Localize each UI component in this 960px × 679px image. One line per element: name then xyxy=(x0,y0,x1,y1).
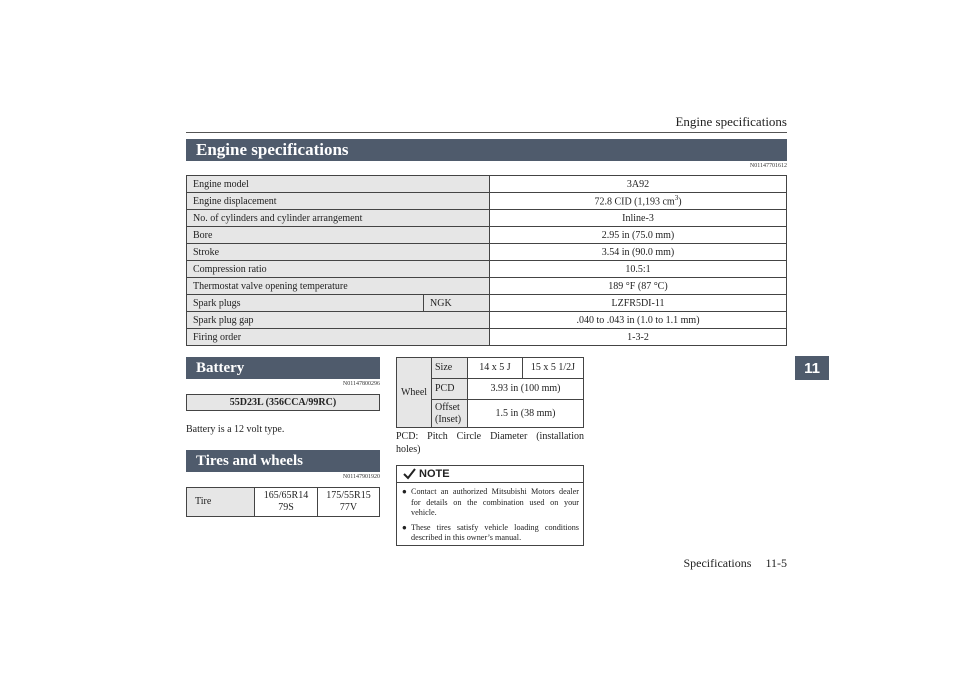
bullet-icon: ● xyxy=(402,487,407,496)
tires-section-code: N01147901920 xyxy=(342,474,380,480)
spec-label: Bore xyxy=(187,227,490,244)
wheel-spec-table xyxy=(396,357,584,428)
bullet-icon: ● xyxy=(402,522,407,532)
tire-size-cell xyxy=(255,488,318,517)
table-row xyxy=(187,312,787,329)
note-box xyxy=(396,465,584,546)
tire-load-speed: 79S xyxy=(278,502,294,513)
spec-value: LZFR5DI-11 xyxy=(490,295,787,312)
offset-label-line: (Inset) xyxy=(435,413,462,425)
offset-value: 1.5 in (38 mm) xyxy=(468,400,584,428)
spec-value: 2.95 in (75.0 mm) xyxy=(490,227,787,244)
table-row xyxy=(187,227,787,244)
spec-label: Spark plugs xyxy=(187,295,424,312)
spec-value xyxy=(490,193,787,210)
tires-section-heading: Tires and wheels xyxy=(186,450,380,472)
battery-section-code: N01147800296 xyxy=(342,381,380,387)
spec-label: Spark plug gap xyxy=(187,312,490,329)
running-header: Engine specifications xyxy=(675,114,787,129)
page-number: 11-5 xyxy=(765,556,787,570)
tire-size: 165/65R14 xyxy=(263,490,309,501)
engine-spec-table xyxy=(186,175,787,346)
spec-label: Thermostat valve opening temperature xyxy=(187,278,490,295)
footer-section: Specifications xyxy=(683,556,752,570)
tire-size-cell xyxy=(318,488,380,517)
spec-label: Compression ratio xyxy=(187,261,490,278)
spec-value: .040 to .043 in (1.0 to 1.1 mm) xyxy=(490,312,787,329)
note-title: NOTE xyxy=(419,468,450,480)
table-row xyxy=(187,210,787,227)
table-row xyxy=(397,358,584,379)
spec-value: 3A92 xyxy=(490,176,787,193)
spec-value: 189 °F (87 °C) xyxy=(490,278,787,295)
spec-value: Inline-3 xyxy=(490,210,787,227)
table-row xyxy=(187,244,787,261)
battery-description: Battery is a 12 volt type. xyxy=(186,424,285,435)
page-footer xyxy=(640,556,787,571)
engine-section-heading: Engine specifications xyxy=(186,139,787,161)
note-item xyxy=(397,523,583,544)
tire-size: 175/55R15 xyxy=(326,490,371,501)
table-row xyxy=(187,193,787,210)
spec-value: 1-3-2 xyxy=(490,329,787,346)
wheel-label: Wheel xyxy=(397,358,432,428)
offset-label xyxy=(432,400,468,428)
table-row xyxy=(187,278,787,295)
spec-label: Stroke xyxy=(187,244,490,261)
battery-model: 55D23L (356CCA/99RC) xyxy=(186,394,380,411)
spec-label: Firing order xyxy=(187,329,490,346)
spec-value-superscript: 3 xyxy=(674,194,679,203)
table-row xyxy=(187,261,787,278)
table-row xyxy=(187,176,787,193)
note-text: Contact an authorized Mitsubishi Motors dealer for details on the combination used on your vehicle. xyxy=(411,487,579,517)
spec-sublabel: NGK xyxy=(424,295,490,312)
note-text: These tires satisfy vehicle loading conditions described in this owner’s manual. xyxy=(411,522,579,542)
tire-label: Tire xyxy=(187,488,255,517)
table-row xyxy=(187,488,380,517)
table-row xyxy=(187,295,787,312)
note-item xyxy=(397,487,583,519)
spec-value-suffix: ) xyxy=(678,196,682,208)
pcd-value: 3.93 in (100 mm) xyxy=(468,379,584,400)
tire-size-table xyxy=(186,487,380,517)
spec-label: Engine model xyxy=(187,176,490,193)
wheel-size-value: 14 x 5 J xyxy=(468,358,523,379)
spec-label: No. of cylinders and cylinder arrangement xyxy=(187,210,490,227)
table-row xyxy=(187,329,787,346)
battery-section-heading: Battery xyxy=(186,357,380,379)
wheel-size-value: 15 x 5 1/2J xyxy=(523,358,584,379)
spec-value-text: 72.8 CID (1,193 cm xyxy=(594,196,675,208)
tire-load-speed: 77V xyxy=(339,502,358,513)
chapter-tab: 11 xyxy=(795,356,829,380)
offset-label-line: Offset xyxy=(435,401,460,413)
spec-value: 10.5:1 xyxy=(490,261,787,278)
pcd-footnote: PCD: Pitch Circle Diameter (installation holes) xyxy=(396,431,584,455)
engine-section-code: N01147701612 xyxy=(749,163,787,169)
header-rule xyxy=(186,132,787,133)
checkmark-icon xyxy=(403,468,416,480)
pcd-label: PCD xyxy=(432,379,468,400)
spec-value: 3.54 in (90.0 mm) xyxy=(490,244,787,261)
wheel-size-label: Size xyxy=(432,358,468,379)
note-header xyxy=(397,466,583,483)
spec-label: Engine displacement xyxy=(187,193,490,210)
